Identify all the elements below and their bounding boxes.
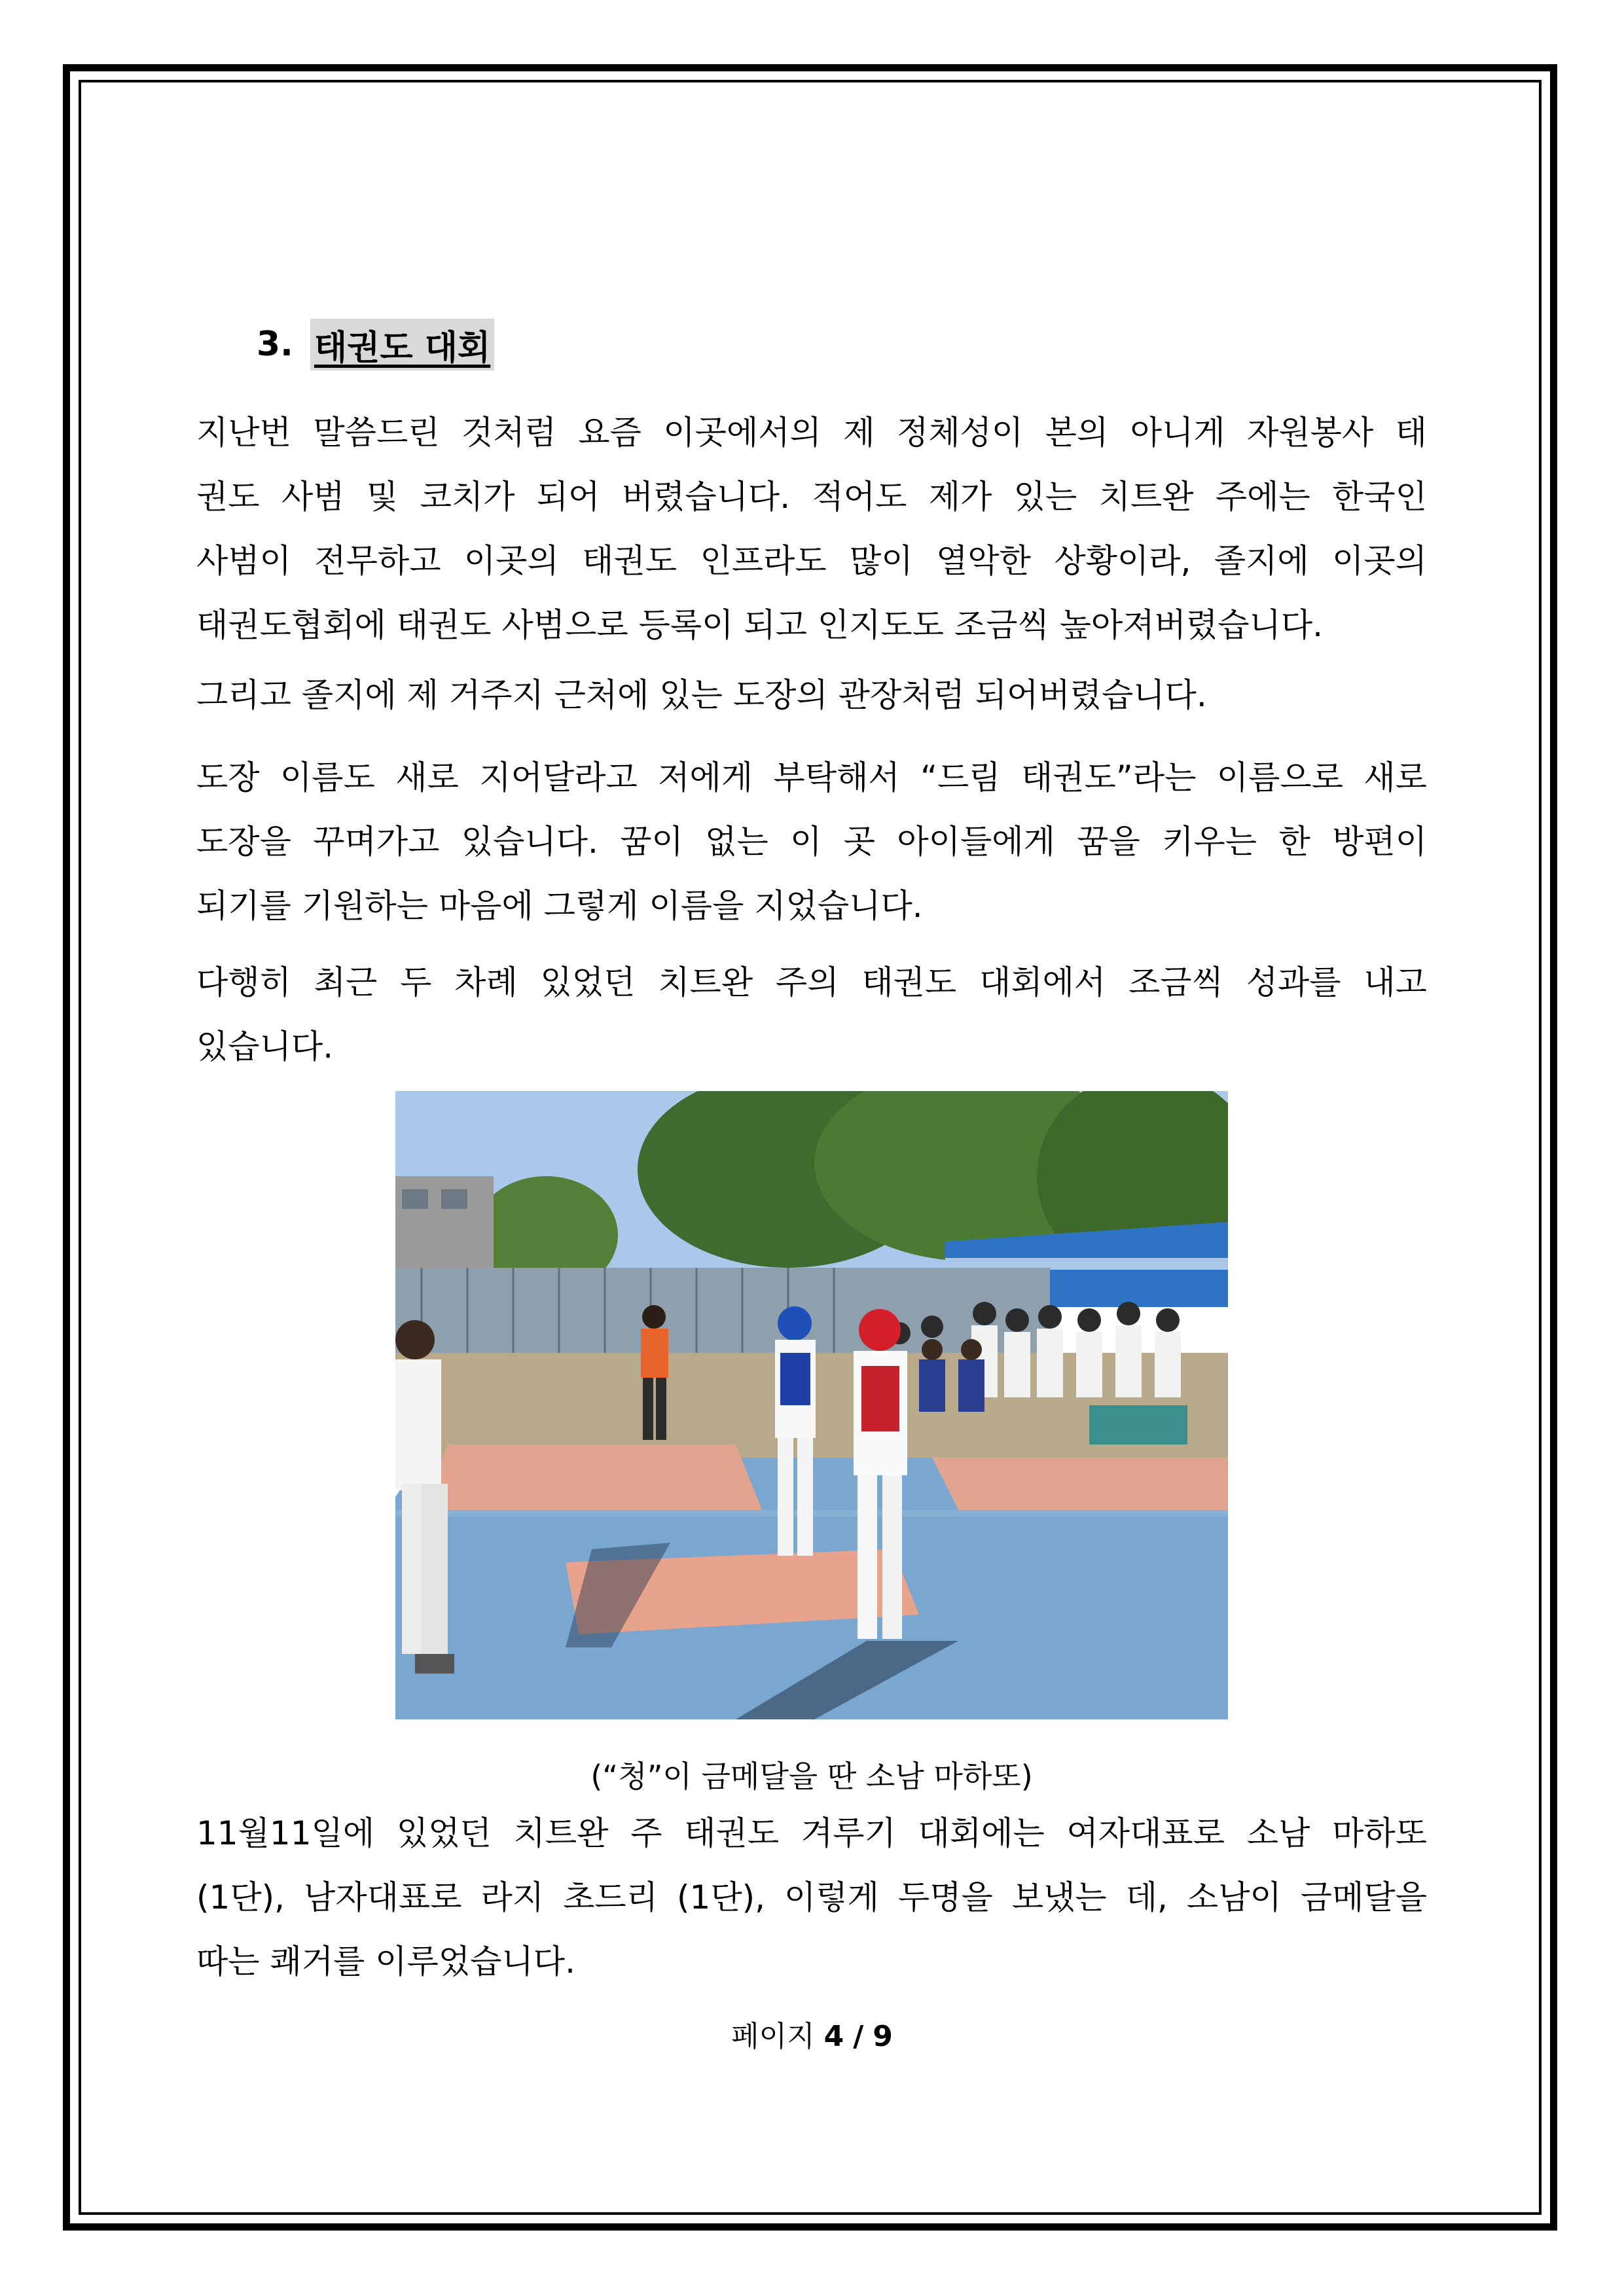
page-total: 9 <box>873 2020 893 2053</box>
taekwondo-competition-photo <box>395 1091 1228 1719</box>
paragraph-1 <box>196 401 1427 657</box>
paragraph-line: 사범이 전무하고 이곳의 태권도 인프라도 많이 열악한 상황이라, 졸지에 이곳의 <box>196 542 1427 580</box>
paragraph-line: 도장 이름도 새로 지어달라고 저에게 부탁해서 “드림 태권도”라는 이름으로 새로 <box>196 759 1427 797</box>
page-footer <box>0 2013 1624 2054</box>
paragraph-line: 도장을 꾸며가고 있습니다. 꿈이 없는 이 곳 아이들에게 꿈을 키우는 한 방편이 <box>196 823 1427 861</box>
paragraph-line: (1단), 남자대표로 라지 초드리 (1단), 이렇게 두명을 보냈는 데, 소남이 금메달을 <box>196 1878 1427 1916</box>
section-number: 3. <box>257 325 293 364</box>
paragraph-line: 태권도협회에 태권도 사범으로 등록이 되고 인지도도 조금씩 높아져버렸습니다. <box>196 606 1324 644</box>
paragraph-line: 11월11일에 있었던 치트완 주 태권도 겨루기 대회에는 여자대표로 소남 마하또 <box>196 1814 1427 1852</box>
paragraph-line: 그리고 졸지에 제 거주지 근처에 있는 도장의 관장처럼 되어버렸습니다. <box>196 676 1207 714</box>
paragraph-line: 지난번 말씀드린 것처럼 요즘 이곳에서의 제 정체성이 본의 아니게 자원봉사 태 <box>196 414 1427 452</box>
paragraph-line: 되기를 기원하는 마음에 그렇게 이름을 지었습니다. <box>196 887 923 925</box>
paragraph-3 <box>196 745 1427 938</box>
page-separator: / <box>853 2020 864 2053</box>
paragraph-line: 권도 사범 및 코치가 되어 버렸습니다. 적어도 제가 있는 치트완 주에는 한국인 <box>196 478 1427 516</box>
photo-caption: (“청”이 금메달을 딴 소남 마하또) <box>590 1759 1033 1794</box>
paragraph-line: 있습니다. <box>196 1028 334 1066</box>
page-label: 페이지 <box>731 2020 815 2053</box>
paragraph-line: 다행히 최근 두 차례 있었던 치트완 주의 태권도 대회에서 조금씩 성과를 내고 <box>196 963 1427 1001</box>
paragraph-line: 따는 쾌거를 이루었습니다. <box>196 1943 575 1981</box>
paragraph-2 <box>196 663 1427 727</box>
section-heading <box>257 318 494 370</box>
section-title: 태권도 대회 <box>310 319 494 370</box>
page-current: 4 <box>823 2020 844 2053</box>
paragraph-5 <box>196 1801 1427 1994</box>
paragraph-4 <box>196 950 1427 1079</box>
